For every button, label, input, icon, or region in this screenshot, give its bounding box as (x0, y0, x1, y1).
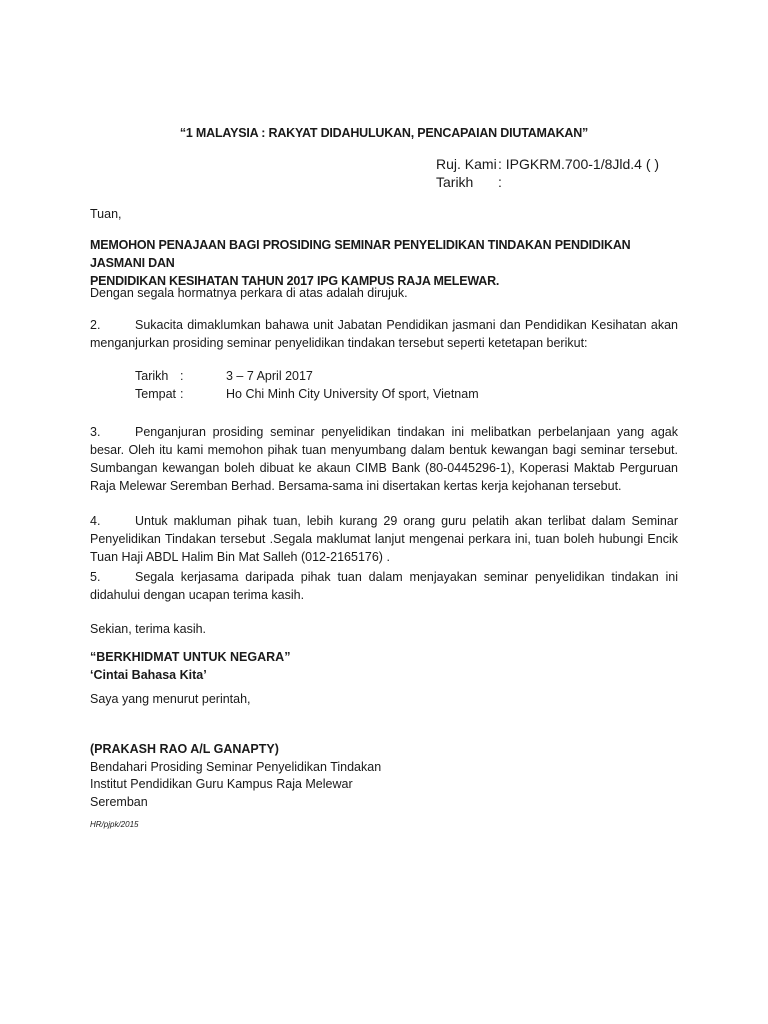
paragraph-text: Segala kerjasama daripada pihak tuan dalam menjayakan seminar penyelidikan tindakan ini didahului dengan ucapan terima kasih. (90, 570, 678, 602)
paragraph-5 (90, 568, 678, 604)
tarikh-label: Tarikh (436, 174, 474, 190)
closing-obey: Saya yang menurut perintah, (90, 692, 251, 706)
paragraph-text: Penganjuran prosiding seminar penyelidikan tindakan ini melibatkan perbelanjaan yang agak besar. Oleh itu kami memohon pihak tuan menyumbang dalam bentuk kewangan bagi seminar tersebut. Sumbangan kewangan boleh dibuat ke akaun CIMB Bank (80-0445296-1), Koperasi Maktab Perguruan Raja Melewar Seremban Berhad. Bersama-sama ini disertakan kertas kerja kejohanan tersebut. (90, 425, 678, 493)
detail-row-date (135, 367, 479, 385)
signatory-city: Seremban (90, 794, 148, 809)
motto-line-1: “BERKHIDMAT UNTUK NEGARA” (90, 650, 291, 664)
detail-date-sep: : (180, 369, 184, 383)
detail-date-label: Tarikh (135, 369, 169, 383)
signatory-title: Bendahari Prosiding Seminar Penyelidikan Tindakan (90, 759, 382, 774)
detail-row-venue (135, 385, 479, 403)
tarikh-value: : (498, 174, 502, 190)
signatory-name: (PRAKASH RAO A/L GANAPTY) (90, 742, 279, 756)
signatory-institution: Institut Pendidikan Guru Kampus Raja Melewar (90, 777, 353, 791)
intro-paragraph: Dengan segala hormatnya perkara di atas adalah dirujuk. (90, 286, 408, 300)
salutation: Tuan, (90, 207, 122, 221)
footer-reference: HR/pjpk/2015 (90, 820, 139, 829)
paragraph-text: Sukacita dimaklumkan bahawa unit Jabatan Pendidikan jasmani dan Pendidikan Kesihatan akan menganjurkan prosiding seminar penyelidikan tindakan tersebut seperti ketetapan berikut: (90, 318, 678, 350)
reference-row-tarikh (436, 173, 659, 191)
motto-line-2: ‘Cintai Bahasa Kita’ (90, 668, 207, 682)
paragraph-number: 2. (90, 318, 101, 332)
detail-venue-value: Ho Chi Minh City University Of sport, Vietnam (226, 387, 479, 401)
paragraph-text: Untuk makluman pihak tuan, lebih kurang 29 orang guru pelatih akan terlibat dalam Seminar Penyelidikan Tindakan tersebut .Segala maklumat lanjut mengenai perkara ini, tuan boleh hubungi Encik Tuan Haji ABDL Halim Bin Mat Salleh (012-2165176) . (90, 514, 678, 564)
paragraph-2 (90, 316, 678, 352)
paragraph-number: 4. (90, 514, 101, 528)
paragraph-4 (90, 512, 678, 566)
subject-heading (90, 236, 680, 290)
ruj-label: Ruj. Kami (436, 156, 497, 172)
closing-motto (90, 648, 290, 684)
detail-venue-sep: : (180, 387, 184, 401)
signature-block (90, 741, 381, 811)
ruj-value: : IPGKRM.700-1/8Jld.4 ( ) (498, 156, 660, 172)
reference-block (436, 155, 659, 191)
event-details (135, 367, 479, 403)
detail-date-value: 3 – 7 April 2017 (226, 369, 313, 383)
reference-row-ruj (436, 155, 659, 173)
paragraph-3 (90, 423, 678, 495)
subject-line-2: PENDIDIKAN KESIHATAN TAHUN 2017 IPG KAMPUS RAJA MELEWAR. (90, 274, 500, 288)
closing-thanks: Sekian, terima kasih. (90, 622, 207, 636)
detail-venue-label: Tempat (135, 387, 176, 401)
header-motto: “1 MALAYSIA : RAKYAT DIDAHULUKAN, PENCAPAIAN DIUTAMAKAN” (179, 126, 589, 140)
paragraph-number: 5. (90, 570, 101, 584)
subject-line-1: MEMOHON PENAJAAN BAGI PROSIDING SEMINAR PENYELIDIKAN TINDAKAN PENDIDIKAN JASMANI DAN (90, 238, 631, 270)
paragraph-number: 3. (90, 425, 101, 439)
